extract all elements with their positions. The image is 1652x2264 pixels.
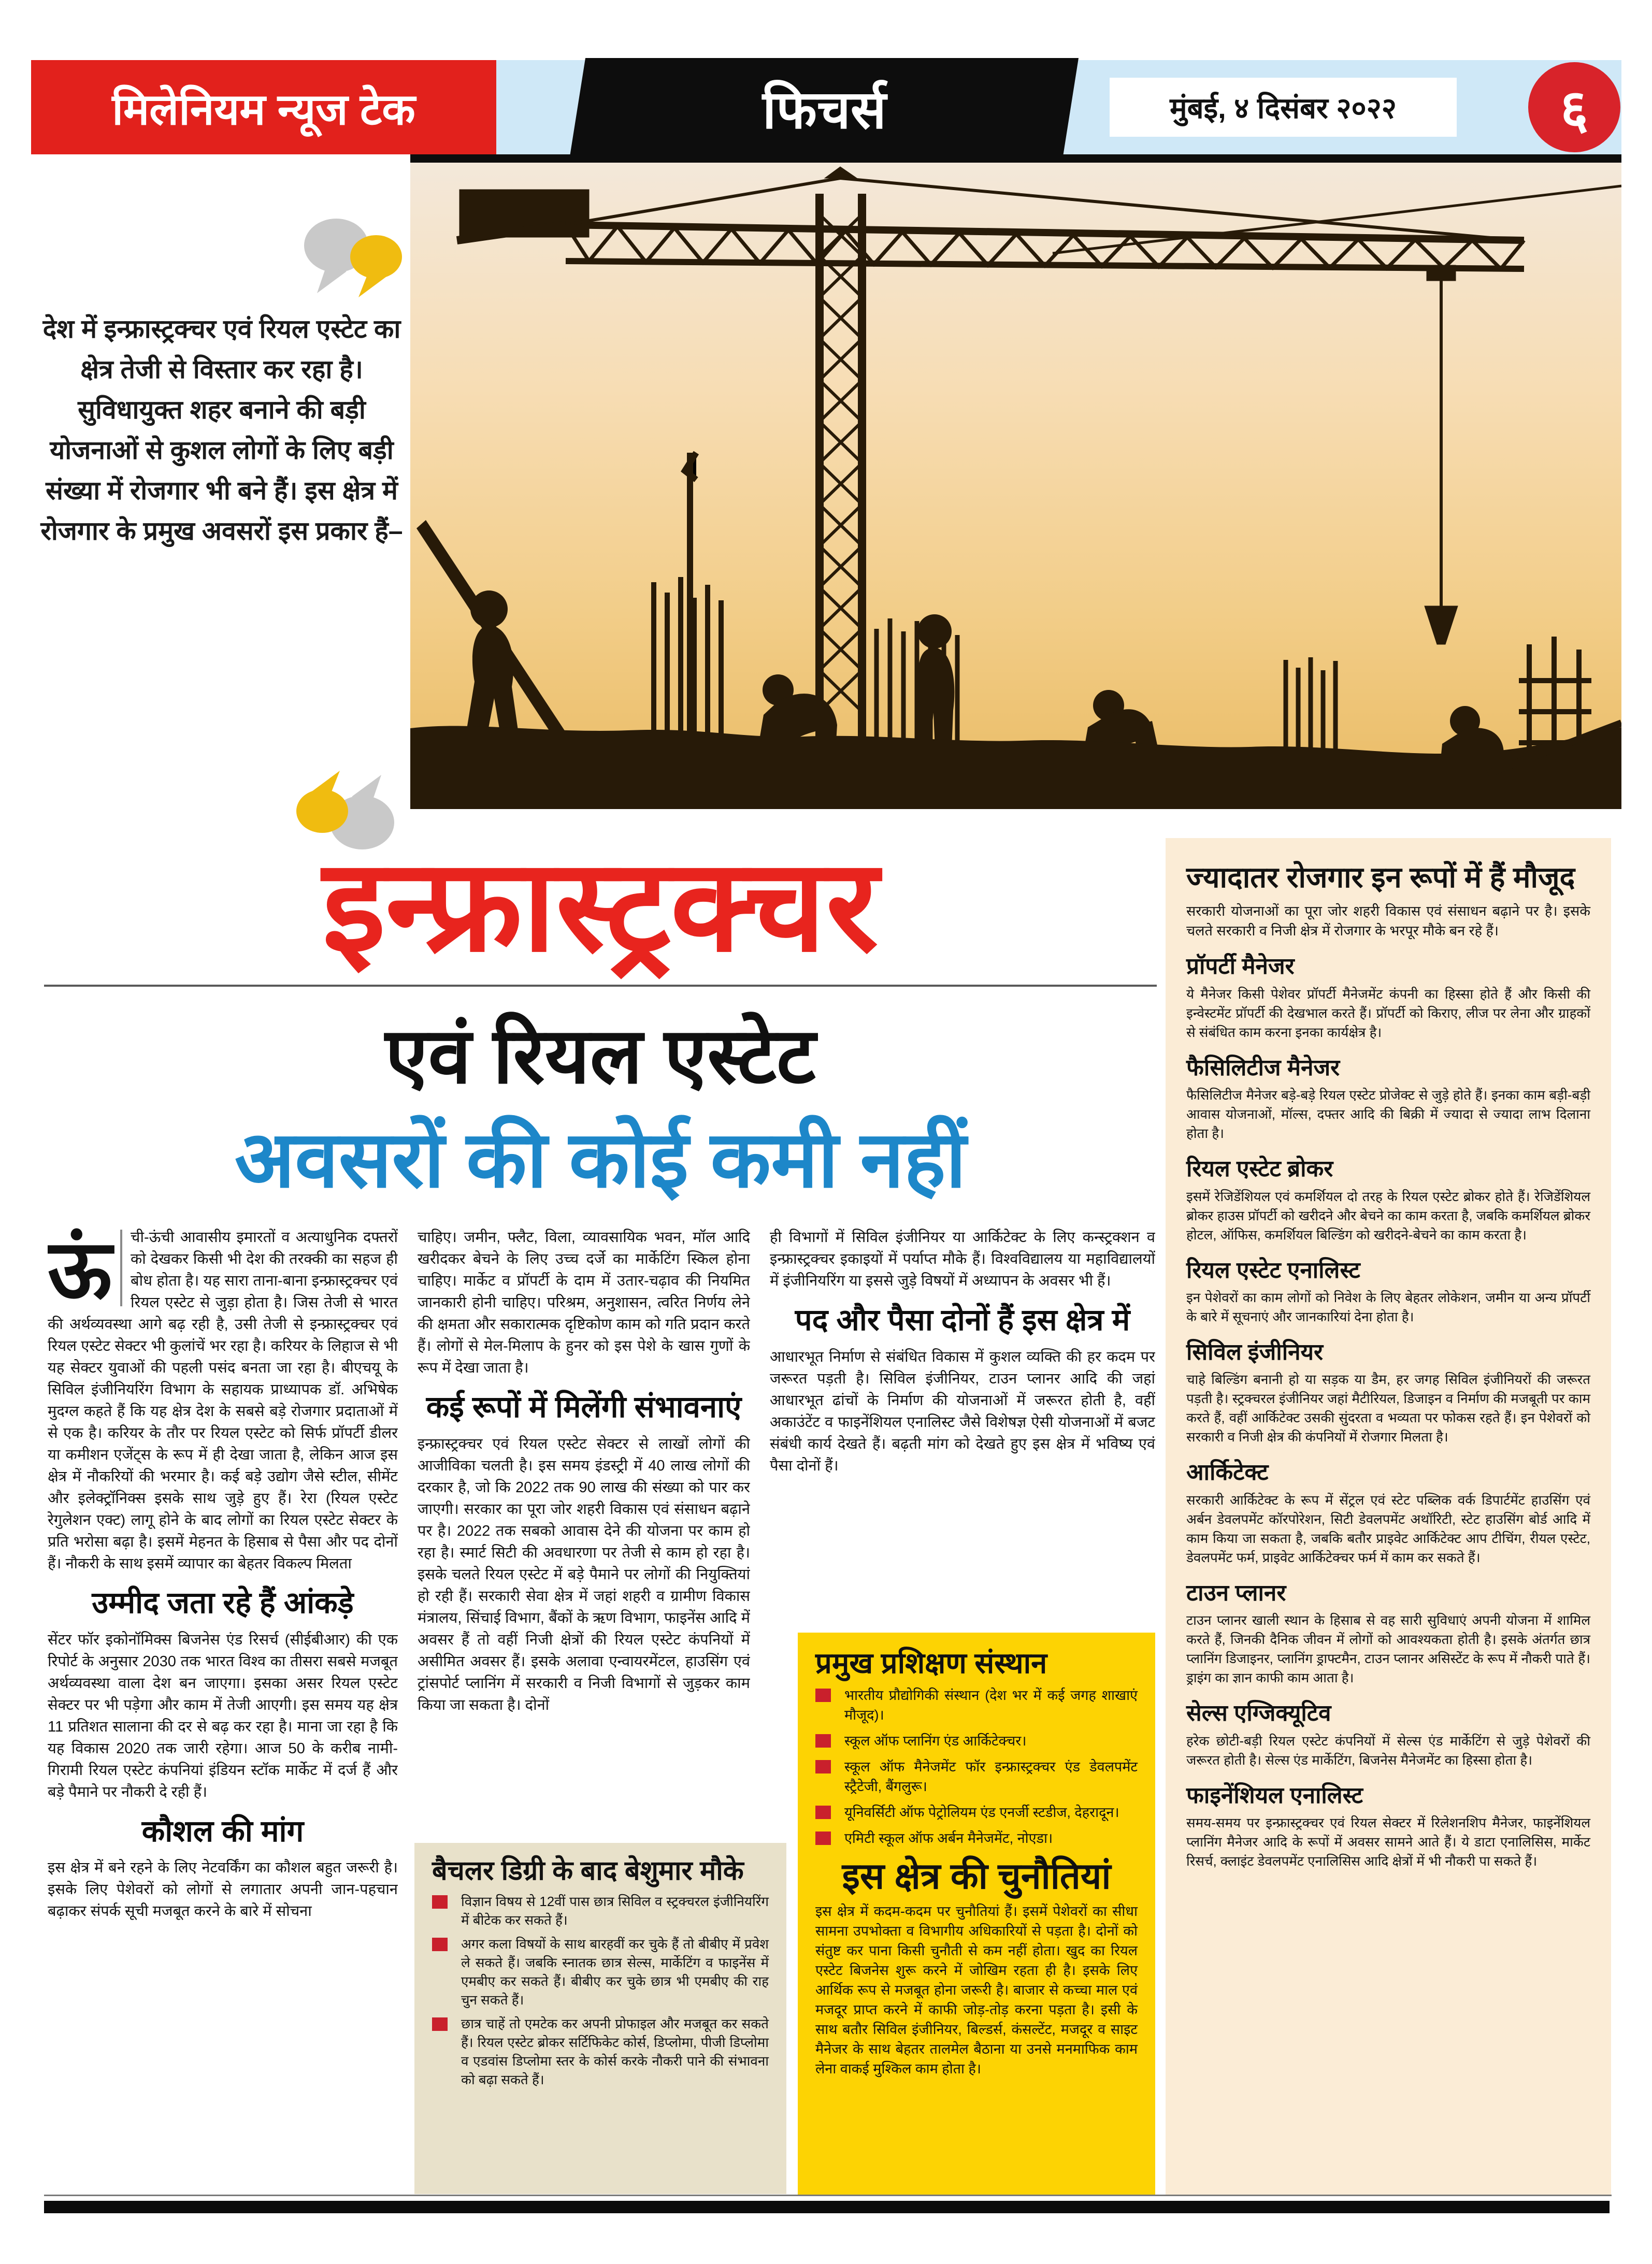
sidebar-section-architect: [1186, 1460, 1590, 1567]
subhead-possibilities: कई रूपों में मिलेंगी संभावनाएं: [426, 1390, 742, 1424]
sidebar-section-text: इसमें रेजिडेंशियल एवं कमर्शियल दो तरह के रियल एस्टेट ब्रोकर होते हैं। रेजिडेंशियल ब्रोकर हाउस प्रॉपर्टी को खरीदने और बेचने का काम करता है, जबकि कमर्शियल ब्रोकर होटल, ऑफिस, कमर्शियल बिल्डिंग को खरीदने-बेचने का काम करता है।: [1186, 1188, 1590, 1243]
brand-logo: [31, 60, 496, 154]
bachelor-box-list: [432, 1892, 769, 2089]
article-paragraph: इन्फ्रास्ट्रक्चर एवं रियल एस्टेट सेक्टर से लाखों लोगों की आजीविका चलती है। इस समय इंडस्ट्री में 40 लाख लोगों की दरकार है, जो कि 2022 तक 90 लाख की संख्या को पार कर जाएगी। सरकार का पूरा जोर शहरी विकास एवं संसाधन बढ़ाने पर है। 2022 तक सबको आवास देने की योजना पर काम हो रहा है। स्मार्ट सिटी की अवधारणा पर तेजी से काम हो रहा है। इसके चलते रियल एस्टेट में बड़े पैमाने पर लोगों की नियुक्तियां हो रही हैं। सरकारी सेवा क्षेत्र में जहां शहरी व ग्रामीण विकास मंत्रालय, सिंचाई विभाग, बैंकों के ऋण विभाग, फाइनेंस आदि में अवसर हैं तो वहीं निजी क्षेत्रों की रियल एस्टेट कंपनियों में असीमित अवसर हैं। इसके अलावा एन्वायरमेंटल, हाउसिंग एवं ट्रांसपोर्ट प्लानिंग में सरकारी व निजी विभागों से जुड़कर काम किया जा सकता है। दोनों: [418, 1435, 750, 1713]
drop-cap: ऊं: [48, 1230, 122, 1306]
construction-photo-art: [410, 163, 1621, 809]
training-box-title: प्रमुख प्रशिक्षण संस्थान: [815, 1647, 1047, 1679]
article-paragraph: ही विभागों में सिविल इंजीनियर या आर्किटेक्ट के लिए कन्स्ट्रक्शन व इन्फ्रास्ट्रक्चर इकाइयों में पर्याप्त मौके हैं। विश्वविद्यालय या महाविद्यालयों में इंजीनियरिंग या इससे जुड़े विषयों में अध्यापन के अवसर भी हैं।: [770, 1229, 1155, 1289]
training-box-list: [815, 1685, 1138, 1848]
bottom-thick-rule: [44, 2201, 1610, 2213]
article-paragraph: चाहिए। जमीन, फ्लैट, विला, व्यावसायिक भवन, मॉल आदि खरीदकर बेचने के लिए उच्च दर्जे का मार्केटिंग स्किल होना चाहिए। मार्केट व प्रॉपर्टी के दाम में उतार-चढ़ाव की नियमित जानकारी होनी चाहिए। परिश्रम, अनुशासन, त्वरित निर्णय लेने की क्षमता और सकारात्मक दृष्टिकोण काम को गति प्रदान करते हैं। लोगों से मेल-मिलाप के हुनर को इस पेशे के खास गुणों के रूप में देखा जाता है।: [418, 1229, 750, 1376]
article-column-1: [48, 1227, 398, 2193]
sidebar-section-title: रियल एस्टेट एनालिस्ट: [1186, 1257, 1360, 1283]
sidebar-section-title: फाइनेंशियल एनालिस्ट: [1186, 1782, 1363, 1808]
headline-line2: एवं रियल एस्टेट: [385, 1012, 816, 1099]
headline-line3: अवसरों की कोई कमी नहीं: [234, 1116, 967, 1204]
section-panel: [570, 58, 1079, 156]
article-paragraph: सेंटर फॉर इकोनॉमिक्स बिजनेस एंड रिसर्च (सीईबीआर) की एक रिपोर्ट के अनुसार 2030 तक भारत विश्व का तीसरा सबसे मजबूत अर्थव्यवस्था वाला देश बन जाएगा। इसका असर रियल एस्टेट सेक्टर पर भी पड़ेगा और काम में तेजी आएगी। इस समय यह क्षेत्र 11 प्रतिशत सालाना की दर से बढ़ कर रहा है। माना जा रहा है कि यह विकास 2020 तक जारी रहेगा। आज 50 के करीब नामी-गिरामी रियल एस्टेट कंपनियां इंडियन स्टॉक मार्केट में दर्ज हैं और बड़े पैमाने पर नौकरी दे रही हैं।: [48, 1631, 398, 1800]
subhead-position-money: पद और पैसा दोनों हैं इस क्षेत्र में: [795, 1303, 1130, 1337]
sidebar-section-text: चाहे बिल्डिंग बनानी हो या सड़क या डैम, हर जगह सिविल इंजीनियरों की जरूरत पड़ती है। स्ट्रक्चरल इंजीनियर जहां मैटीरियल, डिजाइन व निर्माण की मजबूती पर काम करते हैं, वहीं आर्किटेक्ट उसकी सुंदरता व भव्यता पर फोकस रहते हैं। इन पेशेवरों को सरकारी व निजी क्षेत्र की कंपनियों में रोजगार मिलता है।: [1186, 1372, 1590, 1445]
sidebar-section-text: टाउन प्लानर खाली स्थान के हिसाब से वह सारी सुविधाएं अपनी योजना में शामिल करते हैं, जिनकी दैनिक जीवन में लोगों को आवश्यकता होती है। इसके अंतर्गत छात्र प्लानिंग डिजाइनर, प्लानिंग ड्राफ्टमैन, टाउन प्लानर असिस्टेंट के रूप में नौकरी पाते हैं। ड्राइंग का ज्ञान काफी काम आता है।: [1186, 1612, 1590, 1686]
bachelor-degree-box: [414, 1843, 786, 2194]
list-item: अगर कला विषयों के साथ बारहवीं कर चुके हैं तो बीबीए में प्रवेश ले सकते हैं। जबकि स्नातक छात्र सेल्स, मार्केटिंग व फाइनेंस में एमबीए कर सकते हैं। बीबीए कर चुके छात्र भी एमबीए की राह चुन सकते हैं।: [432, 1935, 769, 2009]
subhead-skills: कौशल की मांग: [141, 1814, 304, 1848]
lead-quote: [37, 207, 406, 829]
sidebar-section-property-manager: [1186, 954, 1590, 1042]
list-item: स्कूल ऑफ प्लानिंग एंड आर्किटेक्चर।: [815, 1731, 1138, 1751]
sidebar-section-title: सेल्स एग्जिक्यूटिव: [1186, 1700, 1331, 1726]
article-column-3: [770, 1227, 1155, 1634]
quote-text: देश में इन्फ्रास्ट्रक्चर एवं रियल एस्टेट का क्षेत्र तेजी से विस्तार कर रहा है। सुविधायुक्त शहर बनाने की बड़ी योजनाओं से कुशल लोगों के लिए बड़ी संख्या में रोजगार भी बने हैं। इस क्षेत्र में रोजगार के प्रमुख अवसरों इस प्रकार हैं–: [40, 314, 403, 545]
challenges-title: इस क्षेत्र की चुनौतियां: [842, 1855, 1111, 1896]
article-column-2: [418, 1227, 750, 1842]
quote-open-icon: [297, 215, 406, 304]
challenges-text: इस क्षेत्र में कदम-कदम पर चुनौतियां हैं। इसमें पेशेवरों का सीधा सामना उपभोक्ता व विभागीय अधिकारियों से पड़ता है। दोनों को संतुष्ट कर पाना किसी चुनौती से कम नहीं होता। खुद का रियल एस्टेट बिजनेस शुरू करने में जोखिम रहता ही है। इसके लिए आर्थिक रूप से मजबूत होना जरूरी है। बाजार से कच्चा माल एवं मजदूर प्राप्त करने में काफी जोड़-तोड़ करना पड़ता है। इसी के साथ बतौर सिविल इंजीनियर, बिल्डर्स, कंसल्टेंट, मजदूर व साइट मैनेजर के साथ बेहतर तालमेल बैठाना या उनसे मनमाफिक काम लेना वाकई मुश्किल काम होता है।: [815, 1903, 1138, 2076]
dateline-box: [1110, 78, 1457, 137]
sidebar-section-title: सिविल इंजीनियर: [1186, 1339, 1324, 1365]
sidebar-section-facilities-manager: [1186, 1056, 1590, 1143]
sidebar-section-text: हरेक छोटी-बड़ी रियल एस्टेट कंपनियों में सेल्स एंड मार्केटिंग से जुड़े पेशेवरों की जरूरत होती है। सेल्स एंड मार्केटिंग, बिजनेस मैनेजमेंट का हिस्सा होता है।: [1186, 1733, 1590, 1768]
sidebar-section-financial-analyst: [1186, 1783, 1590, 1871]
list-item: छात्र चाहें तो एमटेक कर अपनी प्रोफाइल और मजबूत कर सकते हैं। रियल एस्टेट ब्रोकर सर्टिफिकेट कोर्स, डिप्लोमा, पीजी डिप्लोमा व एडवांस डिप्लोमा स्तर के कोर्स करके नौकरी पाने की संभावना को बढ़ा सकते हैं।: [432, 2014, 769, 2089]
sidebar-section-text: इन पेशेवरों का काम लोगों को निवेश के लिए बेहतर लोकेशन, जमीन या अन्य प्रॉपर्टी के बारे में सूचनाएं और जानकारियां देना होता है।: [1186, 1289, 1590, 1324]
list-item: विज्ञान विषय से 12वीं पास छात्र सिविल व स्ट्रक्चरल इंजीनियरिंग में बीटेक कर सकते हैं।: [432, 1892, 769, 1929]
sidebar-intro: सरकारी योजनाओं का पूरा जोर शहरी विकास एवं संसाधन बढ़ाने पर है। इसके चलते सरकारी व निजी क्षेत्र में रोजगार के भरपूर मौके बन रहे हैं।: [1186, 903, 1590, 939]
brand-name: मिलेनियम न्यूज टेक: [112, 84, 415, 134]
article-paragraph: आधारभूत निर्माण से संबंधित विकास में कुशल व्यक्ति की हर कदम पर जरूरत पड़ती है। सिविल इंजीनियर, टाउन प्लानर आदि की जहां आधारभूत ढांचों के निर्माण की योजनाओं में जरूरत होती है, वहीं अकाउंटेंट व फाइनेंशियल एनालिस्ट जैसे विशेषज्ञ ऐसी योजनाओं में बजट संबंधी कार्य देखते हैं। बढ़ती मांग को देखते हुए इस क्षेत्र में भविष्य एवं पैसा दोनों हैं।: [770, 1348, 1155, 1474]
list-item: एमिटी स्कूल ऑफ अर्बन मैनेजमेंट, नोएडा।: [815, 1828, 1138, 1848]
page-number-badge: [1528, 62, 1620, 152]
page-number: ६: [1560, 79, 1589, 140]
sidebar-section-text: समय-समय पर इन्फ्रास्ट्रक्चर एवं रियल सेक्टर में रिलेशनशिप मैनेजर, फाइनेंशियल प्लानिंग मैनेजर आदि के रूपों में अवसर सामने आते हैं। ये डाटा एनालिसिस, मार्केट रिसर्च, क्लाइंट डेवलपमेंट एनालिसिस आदि क्षेत्रों में भी नौकरी पा सकते हैं।: [1186, 1814, 1590, 1869]
list-item: यूनिवर्सिटी ऑफ पेट्रोलियम एंड एनर्जी स्टडीज, देहरादून।: [815, 1802, 1138, 1822]
sidebar-section-title: टाउन प्लानर: [1186, 1580, 1286, 1606]
list-item: भारतीय प्रौद्योगिकी संस्थान (देश भर में कई जगह शाखाएं मौजूद)।: [815, 1685, 1138, 1725]
sidebar-section-text: फैसिलिटीज मैनेजर बड़े-बड़े रियल एस्टेट प्रोजेक्ट से जुड़े होते हैं। इनका काम बड़ी-बड़ी आवास योजनाओं, मॉल्स, दफ्तर आदि की बिक्री में ज्यादा से ज्यादा लाभ दिलाना होता है।: [1186, 1087, 1590, 1142]
construction-photo: [410, 163, 1621, 809]
sidebar-title: ज्यादातर रोजगार इन रूपों में हैं मौजूद: [1186, 861, 1575, 893]
headline-rule: [44, 985, 1157, 987]
headline-line1: इन्फ्रास्ट्रक्चर: [322, 833, 879, 977]
jobs-sidebar: [1166, 838, 1611, 2195]
bottom-thin-rule: [44, 2195, 1612, 2196]
photo-top-rule: [410, 154, 1621, 163]
dateline: मुंबई, ४ दिसंबर २०२२: [1170, 92, 1397, 124]
list-item: स्कूल ऑफ मैनेजमेंट फॉर इन्फ्रास्ट्रक्चर एंड डेवलपमेंट स्ट्रैटेजी, बैंगलुरू।: [815, 1757, 1138, 1796]
sidebar-section-text: सरकारी आर्किटेक्ट के रूप में सेंट्रल एवं स्टेट पब्लिक वर्क डिपार्टमेंट हाउसिंग एवं अर्बन डेवलपमेंट कॉरपोरेशन, सिटी डेवलपमेंट अथॉरिटी, स्टेट हाउसिंग बोर्ड आदि में काम किया जा सकता है, जबकि बतौर प्राइवेट आर्किटेक्ट आप टीचिंग, रीयल एस्टेट, डेवलपमेंट फर्म, प्राइवेट आर्किटेक्चर फर्म में काम कर सकते हैं।: [1186, 1492, 1590, 1565]
section-title: फिचर्स: [762, 80, 886, 139]
bachelor-box-title: बैचलर डिग्री के बाद बेशुमार मौके: [432, 1856, 744, 1886]
sidebar-section-title: रियल एस्टेट ब्रोकर: [1186, 1156, 1333, 1182]
sidebar-section-real-estate-analyst: [1186, 1258, 1590, 1326]
sidebar-section-sales-executive: [1186, 1701, 1590, 1769]
sidebar-section-title: आर्किटेक्ट: [1186, 1460, 1269, 1486]
training-challenges-box: [798, 1633, 1155, 2195]
article-paragraph: ची-ऊंची आवासीय इमारतों व अत्याधुनिक दफ्तरों को देखकर किसी भी देश की तरक्की का सहज ही बोध होता है। यह सारा ताना-बाना इन्फ्रास्ट्रक्चर एवं रियल एस्टेट से जुड़ा होता है। जिस तेजी से भारत की अर्थव्यवस्था आगे बढ़ रही है, उसी तेजी से इन्फ्रास्ट्रक्चर एवं रियल एस्टेट सेक्टर भी कुलांचें भर रहा है। करियर के लिहाज से भी यह सेक्टर युवाओं की पहली पसंद बनता जा रहा है। बीएचयू के सिविल इंजीनियरिंग विभाग के सहायक प्राध्यापक डॉ. अभिषेक मुदग्ल कहते हैं कि यह क्षेत्र देश के सबसे बड़े रोजगार प्रदाताओं में से एक है। करियर के तौर पर रियल एस्टेट को सिर्फ प्रॉपर्टी डीलर या कमीशन एजेंट्स के रूप में ही देखा जाता है, लेकिन आज इस क्षेत्र में नौकरियों की भरमार है। कई बड़े उद्योग जैसे स्टील, सीमेंट और इलेक्ट्रॉनिक्स इसके साथ जुड़े हुए हैं। रेरा (रियल एस्टेट रेगुलेशन एक्ट) लागू होने के बाद लोगों का रियल एस्टेट सेक्टर के प्रति भरोसा बढ़ा है। इसमें मेहनत के हिसाब से पैसा और पद दोनों हैं। नौकरी के साथ इसमें व्यापार का बेहतर विकल्प मिलता: [48, 1229, 398, 1572]
sidebar-section-town-planner: [1186, 1581, 1590, 1688]
sidebar-section-text: ये मैनेजर किसी पेशेवर प्रॉपर्टी मैनेजमेंट कंपनी का हिस्सा होते हैं और किसी की इन्वेस्टमेंट प्रॉपर्टी की देखभाल करते हैं। प्रॉपर्टी को किराए, लीज पर लेना और ग्राहकों से संबंधित काम करना इनका कार्यक्षेत्र है।: [1186, 986, 1590, 1040]
sidebar-section-civil-engineer: [1186, 1340, 1590, 1447]
subhead-statistics: उम्मीद जता रहे हैं आंकड़े: [92, 1586, 354, 1620]
sidebar-section-title: फैसिलिटीज मैनेजर: [1186, 1055, 1340, 1080]
article-paragraph: इस क्षेत्र में बने रहने के लिए नेटवर्किंग का कौशल बहुत जरूरी है। इसके लिए पेशेवरों को लोगों से लगातार अपनी जान-पहचान बढ़ाकर संपर्क सूची मजबूत करने के बारे में सोचना: [48, 1859, 398, 1920]
sidebar-section-real-estate-broker: [1186, 1157, 1590, 1244]
sidebar-section-title: प्रॉपर्टी मैनेजर: [1186, 954, 1295, 979]
